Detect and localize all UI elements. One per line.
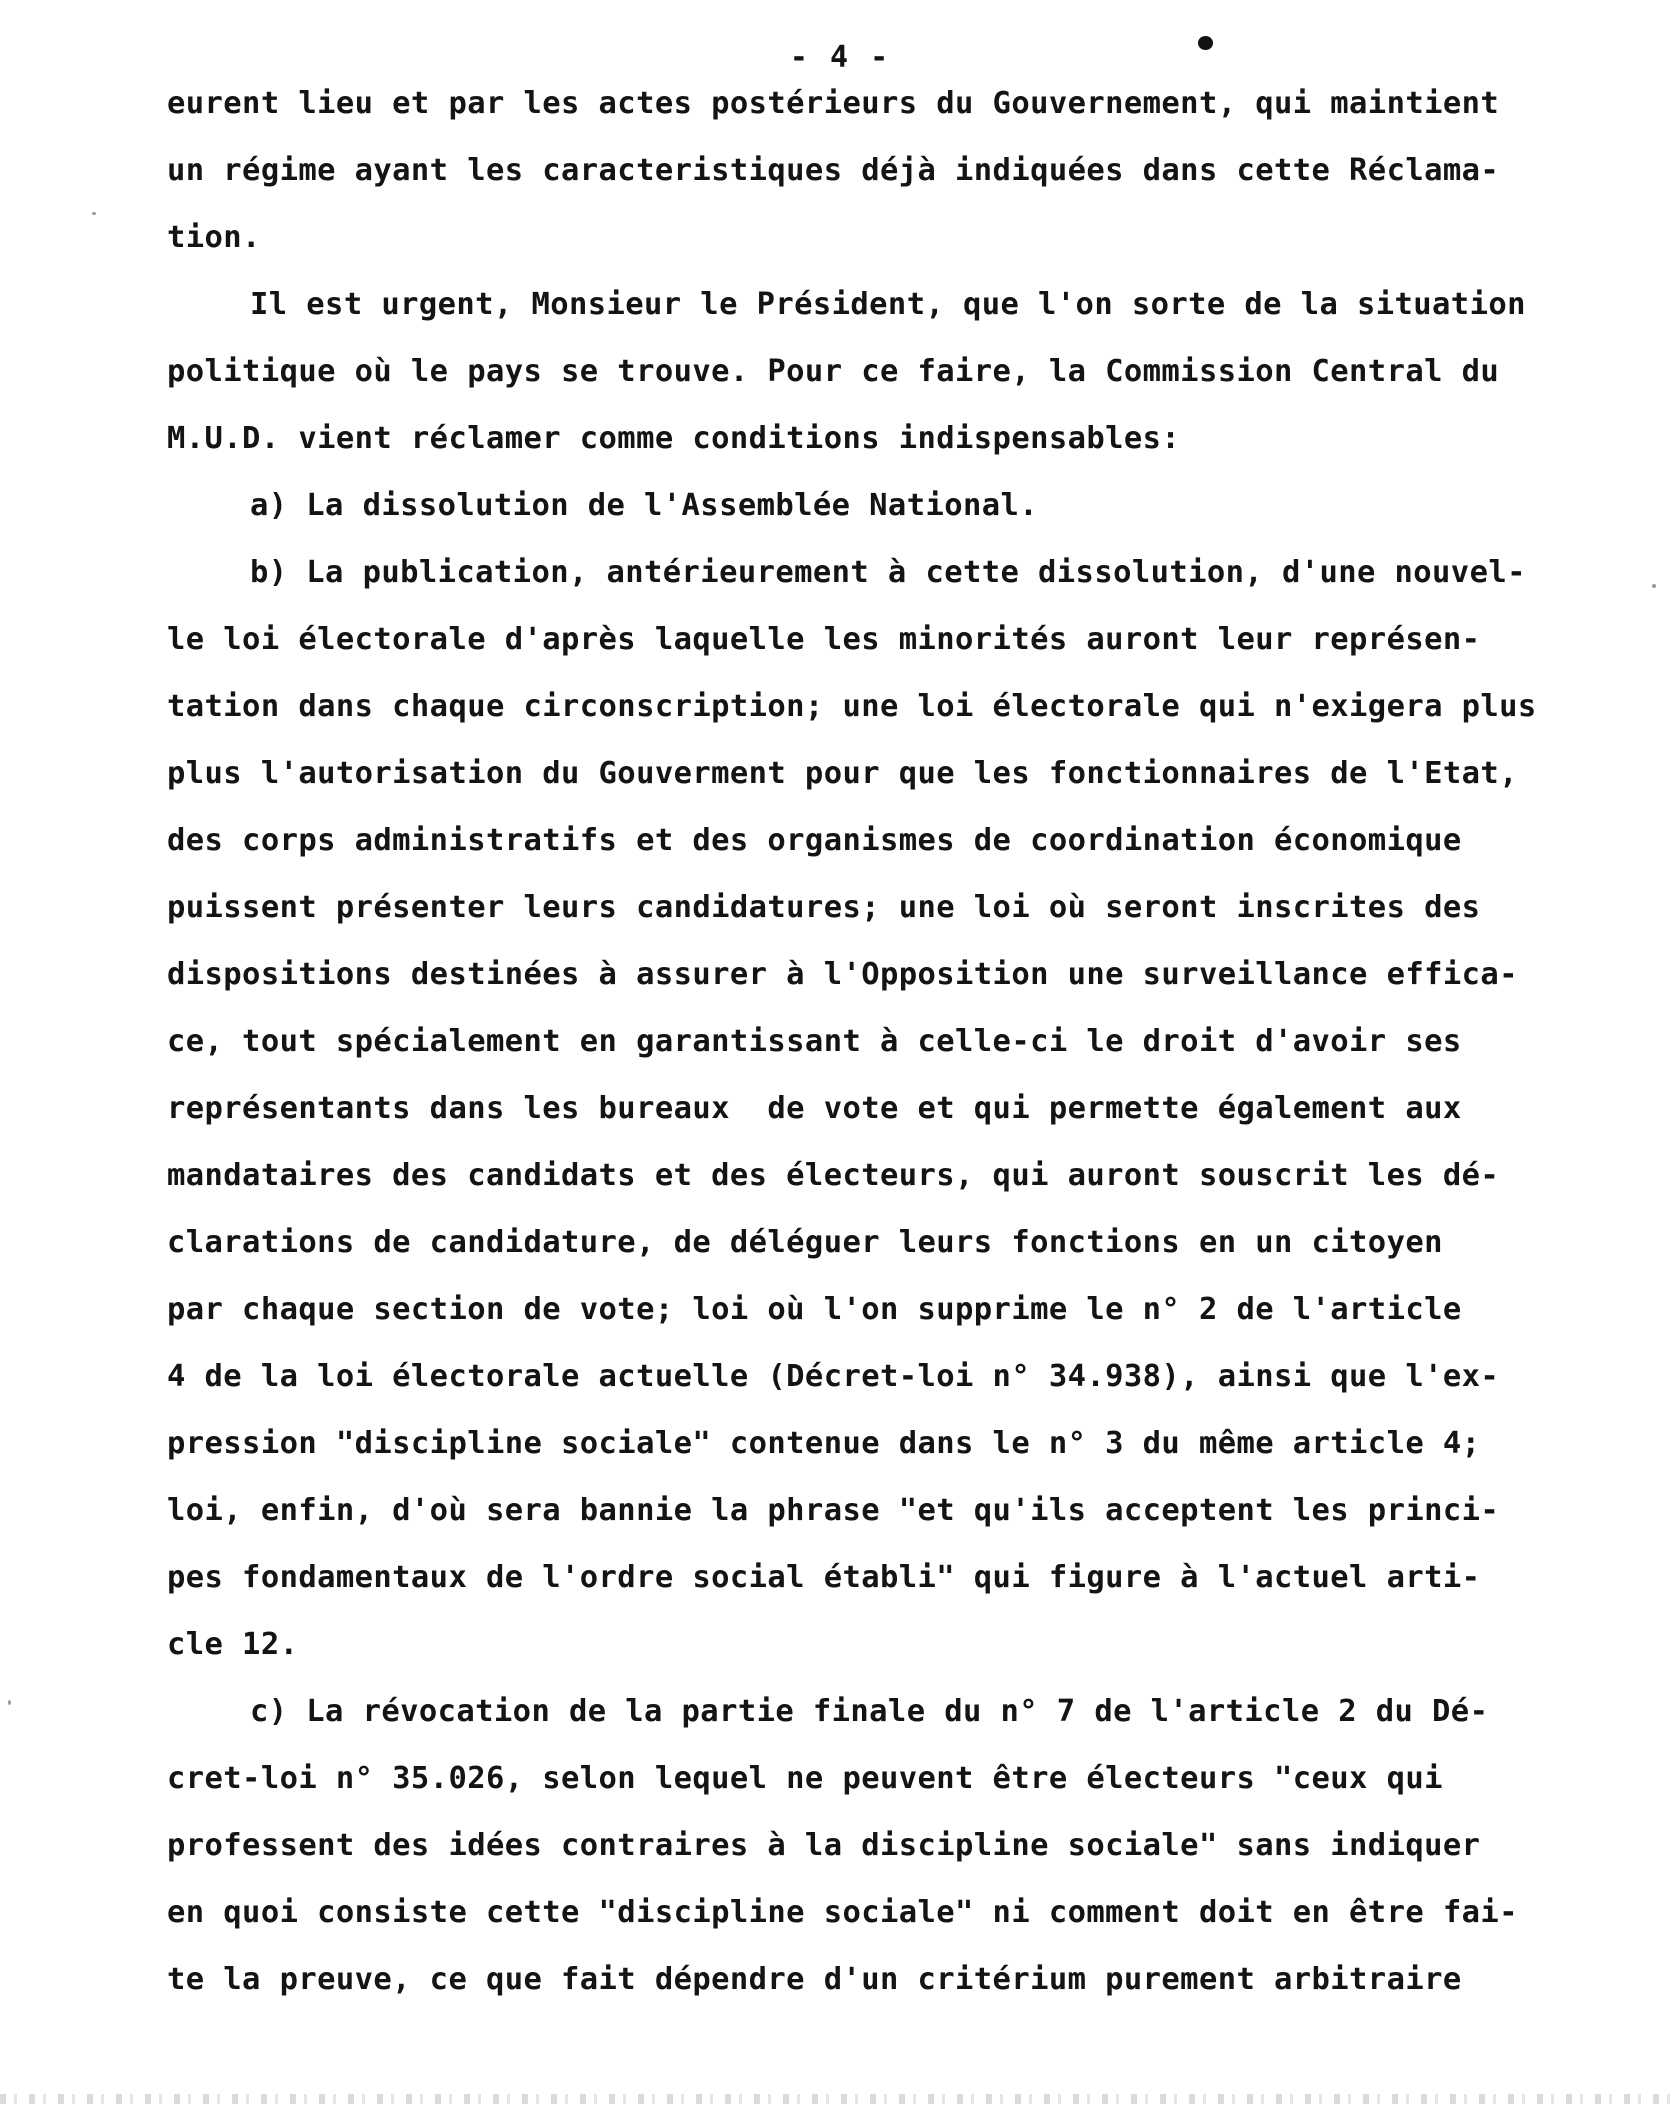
text-line: 4 de la loi électorale actuelle (Décret-loi n° 34.938), ainsi que l'ex- [167, 1359, 1500, 1394]
text-line: le loi électorale d'après laquelle les minorités auront leur représen- [167, 622, 1481, 657]
text-line: pression "discipline sociale" contenue dans le n° 3 du même article 4; [167, 1426, 1481, 1461]
text-line: M.U.D. vient réclamer comme conditions indispensables: [167, 421, 1181, 456]
scan-speck [92, 212, 96, 215]
scan-speck [1652, 584, 1656, 588]
text-line: te la preuve, ce que fait dépendre d'un critérium purement arbitraire [167, 1962, 1462, 1997]
text-line: Il est urgent, Monsieur le Président, que l'on sorte de la situation [250, 287, 1526, 322]
scan-bottom-edge [0, 2094, 1680, 2104]
text-line: plus l'autorisation du Gouverment pour que les fonctionnaires de l'Etat, [167, 756, 1518, 791]
text-line: en quoi consiste cette "discipline sociale" ni comment doit en être fai- [167, 1895, 1518, 1930]
text-line: clarations de candidature, de déléguer leurs fonctions en un citoyen [167, 1225, 1443, 1260]
text-line: professent des idées contraires à la discipline sociale" sans indiquer [167, 1828, 1481, 1863]
text-line: des corps administratifs et des organismes de coordination économique [167, 823, 1462, 858]
text-line: loi, enfin, d'où sera bannie la phrase "et qu'ils acceptent les princi- [167, 1493, 1500, 1528]
text-line: ce, tout spécialement en garantissant à celle-ci le droit d'avoir ses [167, 1024, 1462, 1059]
text-line: pes fondamentaux de l'ordre social établi" qui figure à l'actuel arti- [167, 1560, 1481, 1595]
text-line: tation dans chaque circonscription; une loi électorale qui n'exigera plus [167, 689, 1537, 724]
text-line: tion. [167, 220, 261, 255]
text-line: eurent lieu et par les actes postérieurs du Gouvernement, qui maintient [167, 86, 1500, 121]
text-line: c) La révocation de la partie finale du n° 7 de l'article 2 du Dé- [250, 1694, 1489, 1729]
text-line: dispositions destinées à assurer à l'Opposition une surveillance effica- [167, 957, 1518, 992]
text-line: un régime ayant les caracteristiques déjà indiquées dans cette Réclama- [167, 153, 1500, 188]
ink-blot [1198, 36, 1213, 50]
text-line: politique où le pays se trouve. Pour ce faire, la Commission Central du [167, 354, 1500, 389]
text-line: par chaque section de vote; loi où l'on supprime le n° 2 de l'article [167, 1292, 1462, 1327]
text-line: a) La dissolution de l'Assemblée National. [250, 488, 1039, 523]
page-number: - 4 - [789, 40, 891, 75]
text-line: b) La publication, antérieurement à cette dissolution, d'une nouvel- [250, 555, 1526, 590]
text-line: cle 12. [167, 1627, 299, 1662]
text-line: puissent présenter leurs candidatures; une loi où seront inscrites des [167, 890, 1481, 925]
scan-speck [8, 1700, 11, 1705]
text-line: mandataires des candidats et des électeurs, qui auront souscrit les dé- [167, 1158, 1500, 1193]
text-line: cret-loi n° 35.026, selon lequel ne peuvent être électeurs "ceux qui [167, 1761, 1443, 1796]
text-line: représentants dans les bureaux de vote et qui permette également aux [167, 1091, 1462, 1126]
